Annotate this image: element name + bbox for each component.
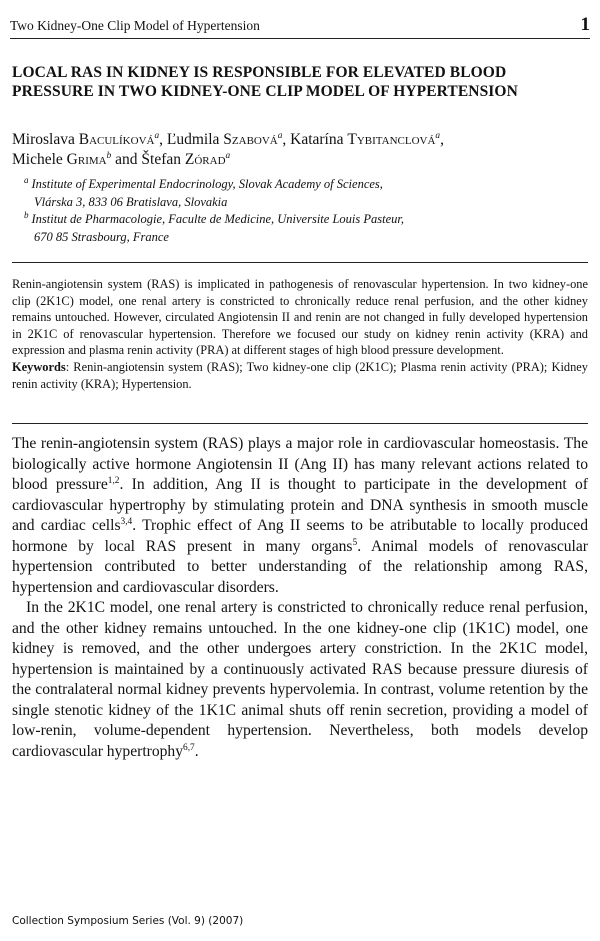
paper-title: LOCAL RAS IN KIDNEY IS RESPONSIBLE FOR ELEVATED BLOOD PRESSURE IN TWO KIDNEY-ONE CLIP MODEL OF HYPERTENSION	[12, 64, 518, 100]
citation: 1,2	[107, 475, 120, 486]
author: Ľudmila Szabová$^a$	[166, 130, 283, 148]
abstract-text: Renin-angiotensin system (RAS) is implicated in pathogenesis of renovascular hypertension. In two kidney-one clip (2K1C) model, one renal artery is constricted to chronically reduce renal perfusion, and the other kidney remains untouched. However, circulated Angiotensin II and renin are not changed in fully developed hypertension in 2K1C of renovascular hypertension. Therefore we focused our study on kidney renin activity (KRA) and expression and plasma renin activity (PRA) at different stages of high blood pressure development.	[12, 277, 588, 358]
citation: 5	[352, 537, 358, 548]
running-title: Two Kidney-One Clip Model of Hypertension	[10, 18, 260, 33]
author: Katarína Tybitanclová$^a$	[290, 130, 441, 148]
page-number: 1	[580, 14, 590, 35]
paragraph-1: The renin-angiotensin system (RAS) plays a major role in cardiovascular homeostasis. The biologically active hormone Angiotensin II (Ang II) has many relevant actions related to blood pressure$^{1,2}$. In addition, Ang II is thought to participate in the development of cardiovascular hypertrophy by stimulating protein and DNA synthesis in smooth muscle and cardiac cells$^{3,4}$. Trophic effect of Ang II seems to be atributable to locally produced hormone by local RAS present in many organs$^5$. Animal models of renovascular hypertension contributed to better understanding of the relationship among RAS, hypertension and cardiovascular disorders.	[12, 435, 588, 596]
citation: 3,4	[120, 516, 133, 527]
citation: 6,7	[183, 742, 195, 753]
affiliation-a: $^a$ Institute of Experimental Endocrinology, Slovak Academy of Sciences, Vlárska 3, 833 06 Bratislava, Slovakia	[24, 174, 383, 209]
footer: Collection Symposium Series (Vol. 9) (2007)	[12, 915, 244, 927]
keywords-label: Keywords	[12, 359, 66, 374]
author: Štefan Zórad$^a$	[141, 150, 231, 168]
running-header	[10, 14, 590, 39]
keywords: : Renin-angiotensin system (RAS); Two kidney-one clip (2K1C); Plasma renin activity (PRA); Kidney renin activity (KRA); Hypertension.	[12, 359, 588, 391]
abstract-box	[12, 262, 588, 424]
author-list: Miroslava Baculíková$^a$, Ľudmila Szabová$^a$, Katarína Tybitanclová$^a$, Michele Grima$^b$ and Štefan Zórad$^a$	[12, 130, 444, 168]
paragraph-2: In the 2K1C model, one renal artery is constricted to chronically reduce renal perfusion, and the other kidney remains untouched. In the one kidney-one clip (1K1C) model, one kidney is removed, and the other undergoes artery constriction. In the 2K1C model, hypertension is maintained by a continuously activated RAS because pressure diuresis of the contralateral normal kidney prevents hypervolemia. In contrast, volume retention by the single stenotic kidney of the 1K1C animal shuts off renin secretion, providing a model of low-renin, volume-dependent hypertension. Nevertheless, both models develop cardiovascular hypertrophy$^{6,7}$.	[12, 599, 588, 760]
author: Michele Grima$^b$	[12, 150, 112, 168]
body-text	[12, 434, 588, 762]
author: Miroslava Baculíková$^a$	[12, 130, 160, 148]
affiliation-b: $^b$ Institut de Pharmacologie, Faculte de Medicine, Universite Louis Pasteur, 670 85 Strasbourg, France	[24, 209, 404, 244]
abstract	[12, 276, 588, 392]
